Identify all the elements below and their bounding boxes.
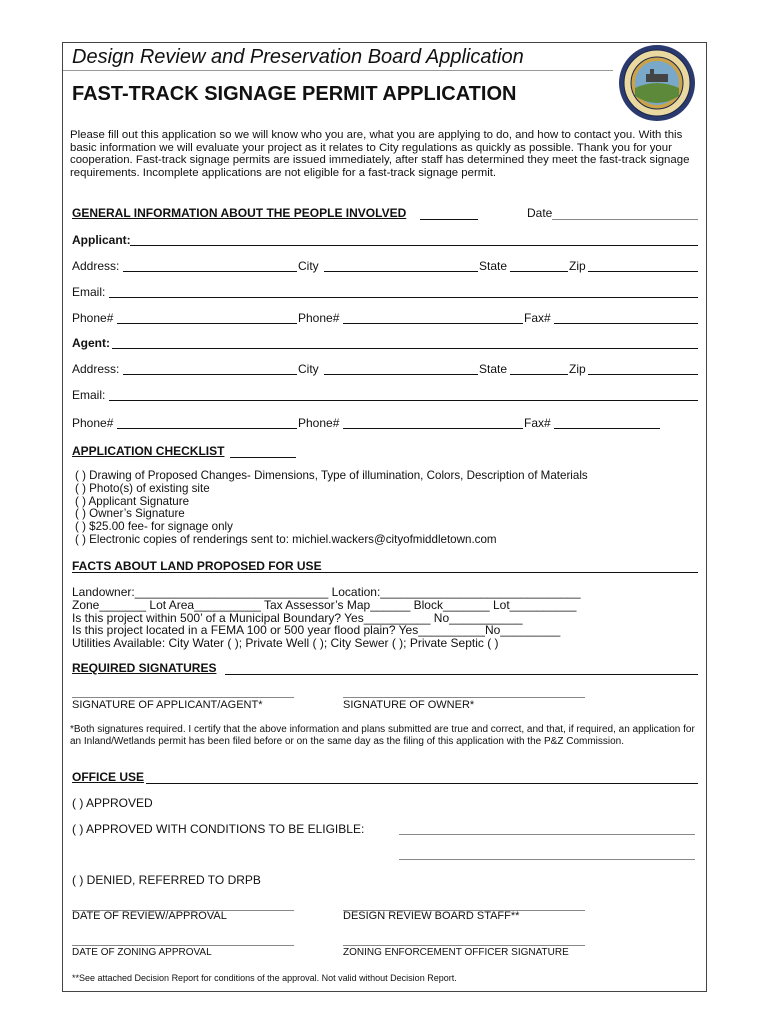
approved-conditions-option[interactable]: ( ) APPROVED WITH CONDITIONS TO BE ELIGIBLE:: [72, 822, 365, 836]
general-info-heading: GENERAL INFORMATION ABOUT THE PEOPLE INVOLVED: [72, 206, 407, 220]
applicant-state-label: State: [479, 259, 508, 273]
zoning-officer-line[interactable]: [343, 945, 585, 946]
checklist-item[interactable]: ( ) Drawing of Proposed Changes- Dimensions, Type of illumination, Colors, Description of Materials: [75, 469, 588, 482]
applicant-city-field[interactable]: [324, 271, 478, 272]
agent-zip-label: Zip: [569, 362, 586, 376]
zoning-officer-label: ZONING ENFORCEMENT OFFICER SIGNATURE: [343, 947, 569, 958]
agent-label: Agent:: [72, 336, 110, 350]
agent-state-label: State: [479, 362, 508, 376]
signatures-heading-rule: [225, 674, 698, 675]
applicant-signature-label: SIGNATURE OF APPLICANT/AGENT*: [72, 699, 263, 711]
applicant-fax-field[interactable]: [554, 323, 698, 324]
land-line-landowner[interactable]: Landowner:_____________________________ Location:______________________________: [72, 585, 581, 599]
signatures-note: *Both signatures required. I certify that the above information and plans submitted are true and correct, and that, if required, an application for an Inland/Wetlands permit has been filed before or on the same day as the filing of this application with the P&Z Commission.: [70, 724, 695, 747]
agent-phone-label: Phone#: [72, 416, 114, 430]
agent-city-label: City: [298, 362, 319, 376]
agent-phone-field[interactable]: [117, 428, 297, 429]
signatures-heading: REQUIRED SIGNATURES: [72, 661, 217, 675]
agent-zip-field[interactable]: [588, 374, 698, 375]
land-line-zone[interactable]: Zone_______ Lot Area__________ Tax Assessor’s Map______ Block_______ Lot__________: [72, 598, 577, 612]
footer-note: **See attached Decision Report for conditions of the approval. Not valid without Decision Report.: [72, 973, 457, 983]
applicant-email-field[interactable]: [109, 297, 698, 298]
applicant-phone-label: Phone#: [72, 311, 114, 325]
approved-option[interactable]: ( ) APPROVED: [72, 796, 153, 810]
agent-fax-field[interactable]: [554, 428, 660, 429]
intro-paragraph: Please fill out this application so we will know who you are, what you are applying to do, and how to contact you. With this basic information we will evaluate your project as it relates to City regulations as quickly as possible. Thank you for your cooperation. Fast-track signage permits are issued immediately, after staff has determined they meet the fast-track signage requirements. Incomplete applications are not eligible for a fast-track signage permit.: [70, 129, 690, 179]
applicant-field[interactable]: [130, 245, 698, 246]
agent-fax-label: Fax#: [524, 416, 551, 430]
applicant-label: Applicant:: [72, 233, 131, 247]
form-title: FAST-TRACK SIGNAGE PERMIT APPLICATION: [72, 83, 517, 105]
applicant-state-field[interactable]: [510, 271, 568, 272]
owner-signature-label: SIGNATURE OF OWNER*: [343, 699, 475, 711]
applicant-address-field[interactable]: [123, 271, 297, 272]
land-line-utilities[interactable]: Utilities Available: City Water ( ); Private Well ( ); City Sewer ( ); Private Septic ( ): [72, 636, 499, 650]
agent-email-label: Email:: [72, 388, 106, 402]
conditions-field-1[interactable]: [399, 834, 695, 835]
agent-phone2-label: Phone#: [298, 416, 340, 430]
land-line-flood[interactable]: Is this project located in a FEMA 100 or 500 year flood plain? Yes__________No_________: [72, 623, 561, 637]
agent-phone2-field[interactable]: [343, 428, 523, 429]
applicant-phone2-field[interactable]: [343, 323, 523, 324]
applicant-phone2-label: Phone#: [298, 311, 340, 325]
applicant-fax-label: Fax#: [524, 311, 551, 325]
applicant-zip-label: Zip: [569, 259, 586, 273]
owner-signature-line[interactable]: [343, 697, 585, 698]
checklist-item[interactable]: ( ) Applicant Signature: [75, 495, 190, 508]
agent-city-field[interactable]: [324, 374, 478, 375]
date-field[interactable]: [552, 219, 698, 220]
applicant-phone-field[interactable]: [117, 323, 297, 324]
land-line-boundary[interactable]: Is this project within 500’ of a Municipal Boundary? Yes__________ No___________: [72, 611, 523, 625]
conditions-field-2[interactable]: [399, 859, 695, 860]
applicant-signature-line[interactable]: [72, 697, 294, 698]
date-label: Date: [527, 206, 553, 220]
checklist-item[interactable]: ( ) Owner’s Signature: [75, 507, 185, 520]
heading-underline: [420, 219, 478, 220]
checklist-item[interactable]: ( ) Photo(s) of existing site: [75, 482, 210, 495]
agent-email-field[interactable]: [109, 400, 698, 401]
checklist-item[interactable]: ( ) Electronic copies of renderings sent to: michiel.wackers@cityofmiddletown.com: [75, 533, 497, 546]
applicant-email-label: Email:: [72, 285, 106, 299]
land-heading-rule: [72, 572, 698, 573]
land-heading: FACTS ABOUT LAND PROPOSED FOR USE: [72, 559, 322, 573]
denied-option[interactable]: ( ) DENIED, REFERRED TO DRPB: [72, 873, 261, 887]
staff-signature-label: DESIGN REVIEW BOARD STAFF**: [343, 910, 520, 922]
title-divider: [63, 70, 613, 71]
applicant-city-label: City: [298, 259, 319, 273]
office-use-heading: OFFICE USE: [72, 770, 145, 784]
agent-state-field[interactable]: [510, 374, 568, 375]
agent-field[interactable]: [112, 348, 698, 349]
office-use-rule: [146, 783, 698, 784]
checklist-heading: APPLICATION CHECKLIST: [72, 444, 225, 458]
city-seal-icon: [618, 44, 696, 122]
zoning-date-line[interactable]: [72, 945, 294, 946]
applicant-address-label: Address:: [72, 259, 120, 273]
checklist-item[interactable]: ( ) $25.00 fee- for signage only: [75, 520, 233, 533]
applicant-zip-field[interactable]: [588, 271, 698, 272]
board-title: Design Review and Preservation Board Application: [72, 46, 524, 68]
zoning-date-label: DATE OF ZONING APPROVAL: [72, 947, 212, 958]
agent-address-field[interactable]: [123, 374, 297, 375]
review-date-label: DATE OF REVIEW/APPROVAL: [72, 910, 227, 922]
agent-address-label: Address:: [72, 362, 120, 376]
checklist-heading-underline: [230, 457, 296, 458]
